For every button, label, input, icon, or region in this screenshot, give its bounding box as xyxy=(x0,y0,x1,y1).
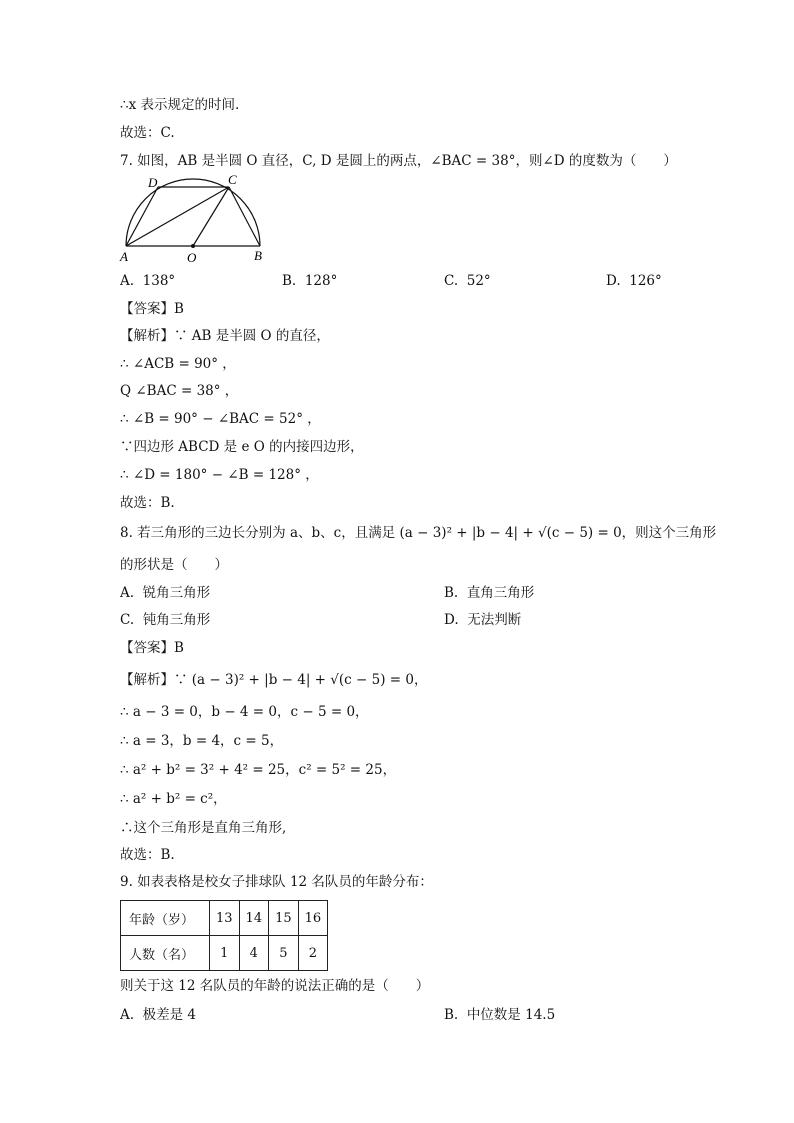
label-o: O xyxy=(187,250,197,264)
q9-question: 则关于这 12 名队员的年龄的说法正确的是（ ） xyxy=(120,978,430,994)
table-row xyxy=(121,901,328,936)
label-b: B xyxy=(254,248,262,263)
q8-option-b: B. 直角三角形 xyxy=(444,585,535,601)
q8-analysis-line: 故选：B. xyxy=(120,847,175,863)
age-distribution-table xyxy=(120,900,328,971)
table-cell: 16 xyxy=(298,901,328,936)
semicircle-arc xyxy=(126,179,260,246)
q7-analysis-line: ∴ ∠D = 180° − ∠B = 128° ， xyxy=(120,467,319,483)
q7-analysis-line: ∴ ∠ACB = 90° ， xyxy=(120,356,236,372)
q7-analysis-line: ∴ ∠B = 90° − ∠BAC = 52° ， xyxy=(120,411,321,427)
table-cell: 15 xyxy=(269,901,299,936)
table-cell: 5 xyxy=(269,936,299,971)
q8-analysis-line: 【解析】∵ (a − 3)² + |b − 4| + √(c − 5) = 0， xyxy=(120,672,428,688)
q8-analysis-line: ∴ a² + b² = 3² + 4² = 25，c² = 5² = 25， xyxy=(120,762,397,778)
q7-analysis-line: ∵四边形 ABCD 是 e O 的内接四边形， xyxy=(120,439,364,455)
table-cell: 14 xyxy=(239,901,269,936)
table-header-age: 年龄（岁） xyxy=(121,901,210,936)
table-cell: 1 xyxy=(210,936,240,971)
table-row xyxy=(121,936,328,971)
q7-answer: 【答案】B xyxy=(120,301,184,317)
label-c: C xyxy=(228,172,237,187)
prev-conclusion: ∴x 表示规定的时间. xyxy=(120,97,240,113)
q8-analysis-line: ∴ a = 3，b = 4，c = 5， xyxy=(120,733,284,749)
radius-oc xyxy=(193,187,229,246)
q9-stem: 9. 如表表格是校女子排球队 12 名队员的年龄分布： xyxy=(120,874,433,890)
center-o-point xyxy=(191,244,195,248)
q9-option-a: A. 极差是 4 xyxy=(120,1007,197,1023)
table-cell: 2 xyxy=(298,936,328,971)
q8-option-c: C. 钝角三角形 xyxy=(120,612,211,628)
q9-option-b: B. 中位数是 14.5 xyxy=(444,1007,556,1023)
q8-stem-line1: 8. 若三角形的三边长分别为 a、b、c，且满足 (a − 3)² + |b − 4| + √(c − 5) = 0，则这个三角形 xyxy=(120,525,717,541)
q7-analysis-line: 【解析】∵ AB 是半圆 O 的直径， xyxy=(120,328,330,344)
q7-semicircle-figure xyxy=(118,172,298,268)
q8-analysis-line: ∴ a² + b² = c²， xyxy=(120,791,227,807)
chord-cb xyxy=(229,187,260,246)
prev-choice: 故选：C. xyxy=(120,125,175,141)
q7-analysis-line: Q ∠BAC = 38° ， xyxy=(120,383,239,399)
q8-analysis-line: ∴这个三角形是直角三角形, xyxy=(120,820,287,836)
label-d: D xyxy=(148,175,158,190)
table-header-count: 人数（名） xyxy=(121,936,210,971)
q7-analysis-line: 故选：B. xyxy=(120,495,175,511)
q7-option-b: B. 128° xyxy=(282,273,338,289)
label-a: A xyxy=(120,249,128,264)
q8-answer: 【答案】B xyxy=(120,640,184,656)
q7-stem: 7. 如图，AB 是半圆 O 直径，C, D 是圆上的两点，∠BAC = 38°，则∠D 的度数为（ ） xyxy=(120,153,677,169)
q7-option-c: C. 52° xyxy=(444,273,491,289)
table-cell: 13 xyxy=(210,901,240,936)
q8-option-a: A. 锐角三角形 xyxy=(120,585,211,601)
q7-option-a: A. 138° xyxy=(120,273,176,289)
q7-option-d: D. 126° xyxy=(606,273,662,289)
q8-analysis-line: ∴ a − 3 = 0，b − 4 = 0，c − 5 = 0， xyxy=(120,704,369,720)
q8-stem-line2: 的形状是（ ） xyxy=(120,557,228,573)
table-cell: 4 xyxy=(239,936,269,971)
semicircle-diagram xyxy=(118,172,298,264)
q8-option-d: D. 无法判断 xyxy=(444,612,522,628)
